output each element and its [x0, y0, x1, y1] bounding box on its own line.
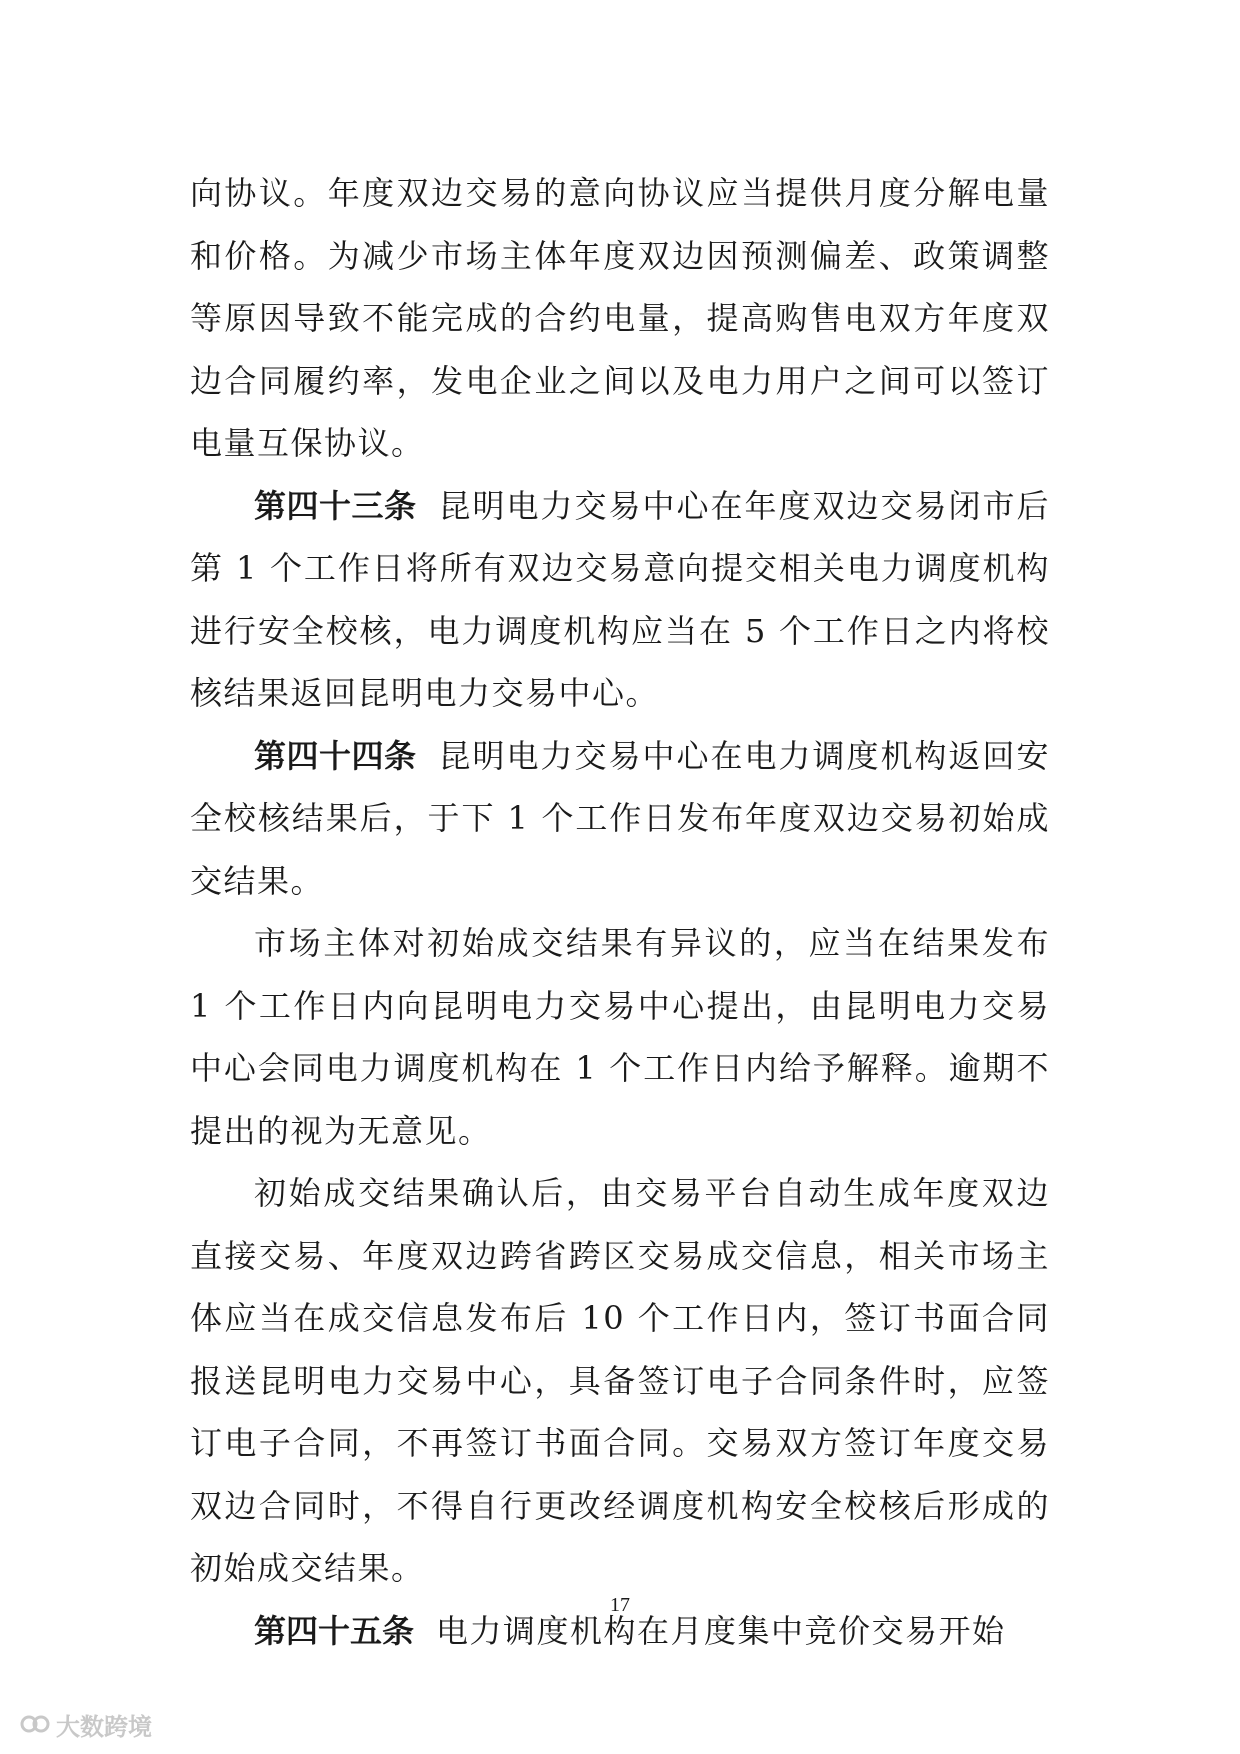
paragraph-1 — [190, 162, 1050, 475]
paragraph-text: 电力调度机构在月度集中竞价交易开始 — [436, 1611, 1006, 1650]
article-number: 第四十三条 — [254, 486, 417, 525]
paragraph-text: 初始成交结果确认后，由交易平台自动生成年度双边直接交易、年度双边跨省跨区交易成交信息，相关市场主体应当在成交信息发布后 10 个工作日内，签订书面合同报送昆明电力交易中心，具备签订电子合同条件时，应签订电子合同，不再签订书面合同。交易双方签订年度交易双边合同时，不得自行更改经调度机构安全校核后形成的初始成交结果。 — [190, 1174, 1050, 1587]
watermark-text: 大数跨境 — [56, 1712, 152, 1741]
article-number: 第四十四条 — [254, 736, 417, 775]
paragraph-text: 昆明电力交易中心在电力调度机构返回安全校核结果后，于下 1 个工作日发布年度双边交易初始成交结果。 — [190, 736, 1050, 900]
document-body — [190, 162, 1050, 1662]
paragraph-confirmation — [190, 1162, 1050, 1600]
paragraph-text: 市场主体对初始成交结果有异议的，应当在结果发布 1 个工作日内向昆明电力交易中心提出，由昆明电力交易中心会同电力调度机构在 1 个工作日内给予解释。逾期不提出的视为无意见。 — [190, 924, 1050, 1150]
watermark — [20, 1706, 152, 1742]
page-number: 17 — [610, 1594, 630, 1616]
watermark-logo-icon — [20, 1711, 50, 1737]
article-number: 第四十五条 — [254, 1611, 415, 1650]
paragraph-objection — [190, 912, 1050, 1162]
paragraph-text: 昆明电力交易中心在年度双边交易闭市后第 1 个工作日将所有双边交易意向提交相关电力调度机构进行安全校核，电力调度机构应当在 5 个工作日之内将校核结果返回昆明电力交易中心。 — [190, 486, 1050, 712]
paragraph-article-44 — [190, 725, 1050, 913]
paragraph-article-43 — [190, 475, 1050, 725]
paragraph-text: 向协议。年度双边交易的意向协议应当提供月度分解电量和价格。为减少市场主体年度双边因预测偏差、政策调整等原因导致不能完成的合约电量，提高购售电双方年度双边合同履约率，发电企业之间以及电力用户之间可以签订电量互保协议。 — [190, 174, 1050, 462]
